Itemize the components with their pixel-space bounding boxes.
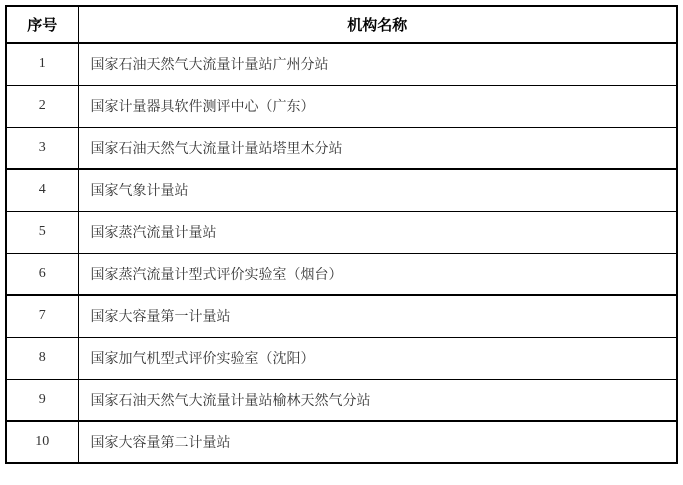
institutions-table xyxy=(5,5,678,464)
row-index: 2 xyxy=(6,85,78,127)
row-index: 9 xyxy=(6,379,78,421)
institution-name: 国家气象计量站 xyxy=(78,169,677,211)
row-index: 3 xyxy=(6,127,78,169)
row-index: 10 xyxy=(6,421,78,463)
institution-name: 国家蒸汽流量计型式评价实验室（烟台） xyxy=(78,253,677,295)
row-index: 4 xyxy=(6,169,78,211)
institution-name: 国家石油天然气大流量计量站塔里木分站 xyxy=(78,127,677,169)
row-index: 1 xyxy=(6,43,78,85)
institution-name: 国家蒸汽流量计量站 xyxy=(78,211,677,253)
table-row xyxy=(6,337,677,379)
table-row xyxy=(6,421,677,463)
column-header-institution-name: 机构名称 xyxy=(78,6,677,43)
table-row xyxy=(6,211,677,253)
row-index: 6 xyxy=(6,253,78,295)
table-row xyxy=(6,169,677,211)
table-row xyxy=(6,295,677,337)
table-row xyxy=(6,253,677,295)
row-index: 8 xyxy=(6,337,78,379)
institution-name: 国家石油天然气大流量计量站榆林天然气分站 xyxy=(78,379,677,421)
institution-name: 国家大容量第一计量站 xyxy=(78,295,677,337)
table-row xyxy=(6,379,677,421)
table-row xyxy=(6,43,677,85)
table-header-row xyxy=(6,6,677,43)
table-row xyxy=(6,127,677,169)
row-index: 7 xyxy=(6,295,78,337)
institution-name: 国家加气机型式评价实验室（沈阳） xyxy=(78,337,677,379)
institution-name: 国家计量器具软件测评中心（广东） xyxy=(78,85,677,127)
column-header-index: 序号 xyxy=(6,6,78,43)
table-row xyxy=(6,85,677,127)
institution-name: 国家大容量第二计量站 xyxy=(78,421,677,463)
institution-name: 国家石油天然气大流量计量站广州分站 xyxy=(78,43,677,85)
row-index: 5 xyxy=(6,211,78,253)
